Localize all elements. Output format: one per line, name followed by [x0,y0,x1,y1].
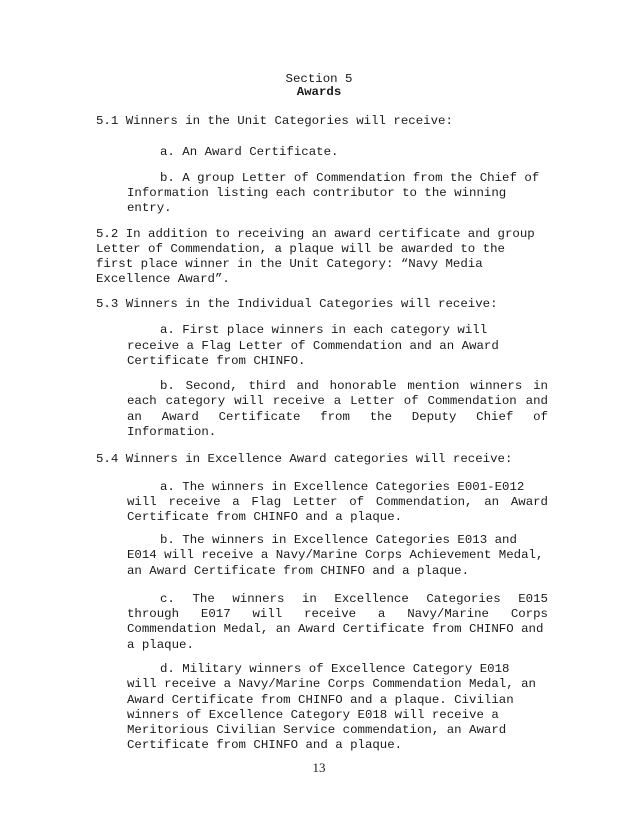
paragraph-5-4-d-line-1: d. Military winners of Excellence Category E018 [160,662,510,676]
section-number: Section 5 [285,72,353,86]
section-title: Awards [296,85,342,99]
page-number: 13 [312,760,326,775]
paragraph-5-4-heading: 5.4 Winners in Excellence Award categories will receive: [96,452,513,466]
paragraph-5-4-d-line-6: Certificate from CHINFO and a plaque. [127,738,403,752]
paragraph-5-4-c-line-3: Commendation Medal, an Award Certificate from CHINFO and [127,622,544,636]
paragraph-5-4-c-line-4: a plaque. [127,638,194,652]
paragraph-5-4-d-line-2: will receive a Navy/Marine Corps Commendation Medal, an [127,677,536,691]
paragraph-5-3-b-line-2: each category will receive a Letter of Commendation and [127,394,548,408]
paragraph-5-1-b-line-3: entry. [127,201,172,215]
paragraph-5-3-b-line-3: an Award Certificate from the Deputy Chief of [127,410,548,424]
paragraph-5-2-line-3: first place winner in the Unit Category: “Navy Media [96,257,483,271]
paragraph-5-3-a-line-3: Certificate from CHINFO. [127,354,306,368]
paragraph-5-2-line-1: 5.2 In addition to receiving an award certificate and group [96,227,535,241]
paragraph-5-2-line-4: Excellence Award”. [96,272,230,286]
paragraph-5-4-c-line-1: c. The winners in Excellence Categories E015 [160,592,548,606]
paragraph-5-4-d-line-5: Meritorious Civilian Service commendation, an Award [127,723,507,737]
paragraph-5-4-a-line-1: a. The winners in Excellence Categories E001-E012 [160,480,525,494]
paragraph-5-3-a-line-2: receive a Flag Letter of Commendation and an Award [127,339,499,353]
paragraph-5-3-b-line-4: Information. [127,425,217,439]
paragraph-5-4-b-line-1: b. The winners in Excellence Categories E013 and [160,533,517,547]
paragraph-5-1-b-line-2: Information listing each contributor to the winning [127,186,507,200]
paragraph-5-4-d-line-4: winners of Excellence Category E018 will receive a [127,708,499,722]
paragraph-5-1-b-line-1: b. A group Letter of Commendation from the Chief of [160,171,540,185]
paragraph-5-4-a-line-2: will receive a Flag Letter of Commendation, an Award [127,495,548,509]
paragraph-5-2-line-2: Letter of Commendation, a plaque will be awarded to the [96,242,505,256]
paragraph-5-1-a: a. An Award Certificate. [160,145,339,159]
paragraph-5-4-a-line-3: Certificate from CHINFO and a plaque. [127,510,403,524]
paragraph-5-1-heading: 5.1 Winners in the Unit Categories will receive: [96,114,453,128]
paragraph-5-4-d-line-3: Award Certificate from CHINFO and a plaque. Civilian [127,693,514,707]
paragraph-5-4-b-line-3: an Award Certificate from CHINFO and a plaque. [127,564,470,578]
paragraph-5-3-a-line-1: a. First place winners in each category will [160,323,488,337]
paragraph-5-3-heading: 5.3 Winners in the Individual Categories will receive: [96,297,498,311]
paragraph-5-4-c-line-2: through E017 will receive a Navy/Marine Corps [127,607,548,621]
paragraph-5-4-b-line-2: E014 will receive a Navy/Marine Corps Achievement Medal, [127,548,544,562]
paragraph-5-3-b-line-1: b. Second, third and honorable mention winners in [160,379,548,393]
